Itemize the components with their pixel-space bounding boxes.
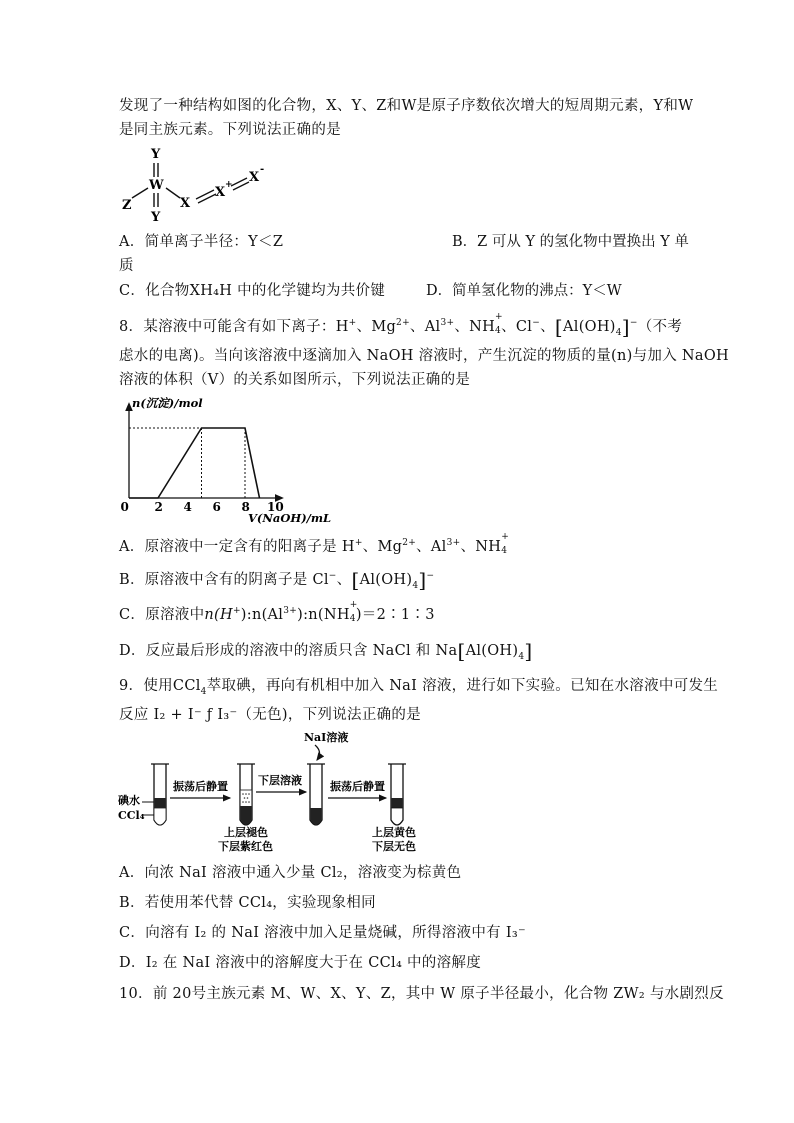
q8-precipitate-chart: [118, 392, 348, 528]
struct-y-bottom: Y: [151, 210, 161, 224]
nai-solution-label: NaI溶液: [304, 731, 349, 744]
q7-option-d[interactable]: D．简单氢化物的沸点：Y＜W: [426, 283, 622, 299]
q8-option-d[interactable]: D．反应最后形成的溶液中的溶质只含 NaCl 和 $Na[Al(OH)_4]$: [119, 639, 533, 663]
q9-option-b[interactable]: B．若使用苯代替 CCl₄，实验现象相同: [119, 895, 376, 911]
tube2-caption-bottom: 下层紫红色: [218, 840, 273, 853]
chart-series-line: [129, 428, 260, 498]
struct-minus: -: [260, 164, 265, 175]
struct-y-top: Y: [151, 147, 161, 162]
struct-plus: +: [225, 180, 233, 190]
struct-w: W: [149, 178, 164, 193]
q7-option-b-cont: 质: [119, 258, 134, 274]
test-tube-4: [388, 764, 406, 825]
q7-option-c[interactable]: C．化合物XH₄H 中的化学键均为共价键: [119, 283, 386, 299]
test-tube-1: [151, 764, 169, 825]
q9-stem-line-1: 9．使用CCl$_4$萃取碘，再向有机相中加入 NaI 溶液，进行如下实验。已知在水溶液中可发生: [119, 678, 719, 697]
test-tube-3: [307, 764, 325, 825]
struct-x-plus: X: [215, 185, 226, 200]
q8-option-c[interactable]: C．原溶液中$n(H^+):n(Al^{3+}):n(NH$ + 4 )＝2∶1∶3: [119, 600, 435, 624]
chart-tick-label-6: 6: [212, 500, 221, 514]
q8-option-b[interactable]: B．原溶液中含有的阴离子是 Cl−、$[Al(OH)_4]^-$: [119, 568, 435, 592]
q9-stem-line-2: 反应 I₂ + I⁻ ƒ I₃⁻（无色)，下列说法正确的是: [119, 707, 422, 723]
chart-tick-label-10: 10: [267, 500, 284, 514]
chart-tick-label-2: 2: [154, 500, 163, 514]
chart-tick-label-4: 4: [183, 500, 192, 514]
q9-option-d[interactable]: D．I₂ 在 NaI 溶液中的溶解度大于在 CCl₄ 中的溶解度: [119, 955, 482, 971]
intro-line-2: 是同主族元素。下列说法正确的是: [119, 122, 341, 138]
q9-option-a[interactable]: A．向浓 NaI 溶液中通入少量 Cl₂，溶液变为棕黄色: [119, 865, 462, 881]
label-iodine-water: 碘水: [118, 794, 140, 807]
tube4-caption-bottom: 下层无色: [372, 840, 416, 853]
structure-diagram: [118, 144, 278, 224]
arrow-label-1: 振荡后静置: [173, 780, 228, 793]
q8-stem-line-1: 8．某溶液中可能含有如下离子：H+、$Mg^{2+}$、$Al^{3+}$、NH + 4 、Cl−、$[Al(OH)_4]^-$（不考: [119, 312, 683, 339]
intro-line-1: 发现了一种结构如图的化合物，X、Y、Z和W是原子序数依次增大的短周期元素，Y和W: [119, 98, 694, 114]
chart-x-label: V(NaOH)/mL: [248, 511, 332, 525]
q8-stem-line-2: 虑水的电离)。当向该溶液中逐滴加入 NaOH 溶液时，产生沉淀的物质的量(n)与加入 NaOH: [119, 348, 729, 364]
struct-x: X: [180, 196, 191, 211]
q10-stem: 10．前 20号主族元素 M、W、X、Y、Z，其中 W 原子半径最小，化合物 ZW₂ 与水剧烈反: [119, 986, 724, 1002]
arrow-label-2: 下层溶液: [258, 774, 302, 787]
q7-option-a[interactable]: A．简单离子半径：Y＜Z: [119, 234, 284, 250]
chart-tick-label-0: 0: [120, 500, 129, 514]
q9-experiment-figure: [118, 728, 448, 856]
label-ccl4: CCl₄: [118, 809, 145, 822]
q8-option-a[interactable]: A．原溶液中一定含有的阳离子是 H+、$Mg^{2+}$、$Al^{3+}$、NH + 4: [119, 532, 510, 556]
q7-option-b[interactable]: B．Z 可从 Y 的氢化物中置换出 Y 单: [452, 234, 689, 250]
test-tube-2: [237, 764, 255, 825]
q8-stem-line-3: 溶液的体积（V）的关系如图所示，下列说法正确的是: [119, 372, 471, 388]
struct-z: Z: [122, 198, 132, 213]
q9-option-c[interactable]: C．向溶有 I₂ 的 NaI 溶液中加入足量烧碱，所得溶液中有 I₃⁻: [119, 925, 526, 941]
chart-tick-label-8: 8: [241, 500, 250, 514]
arrow-label-3: 振荡后静置: [330, 780, 385, 793]
struct-x-minus: X: [249, 170, 260, 185]
chart-y-label: n(沉淀)/mol: [132, 396, 203, 410]
tube4-caption-top: 上层黄色: [372, 826, 416, 839]
tube2-caption-top: 上层褪色: [224, 826, 268, 839]
